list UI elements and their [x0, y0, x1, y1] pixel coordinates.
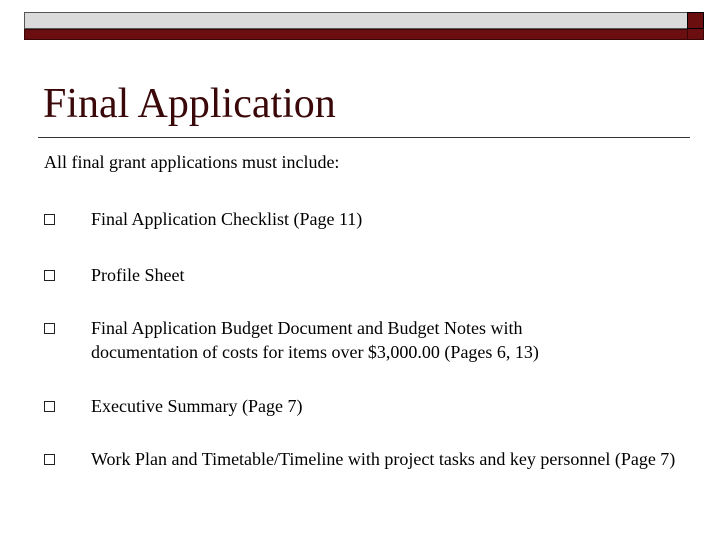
header-red-band	[24, 29, 689, 40]
checkbox-icon	[44, 401, 55, 412]
title-divider	[38, 137, 690, 138]
checkbox-icon	[44, 214, 55, 225]
checkbox-icon	[44, 454, 55, 465]
list-item-text: Work Plan and Timetable/Timeline with project tasks and key personnel (Page 7)	[91, 449, 676, 469]
slide-title: Final Application	[43, 81, 336, 127]
checkbox-icon	[44, 323, 55, 334]
header-corner-block	[687, 12, 704, 40]
list-item-text: Final Application Budget Document and Budget Notes with documentation of costs for items over $3,000.00 (Pages 6, 13)	[91, 318, 539, 362]
list-item-text: Final Application Checklist (Page 11)	[91, 209, 363, 229]
header-gray-band	[24, 12, 689, 29]
list-item-text: Executive Summary (Page 7)	[91, 396, 303, 416]
intro-text: All final grant applications must include:	[44, 152, 340, 172]
list-item-text: Profile Sheet	[91, 265, 185, 285]
checkbox-icon	[44, 270, 55, 281]
